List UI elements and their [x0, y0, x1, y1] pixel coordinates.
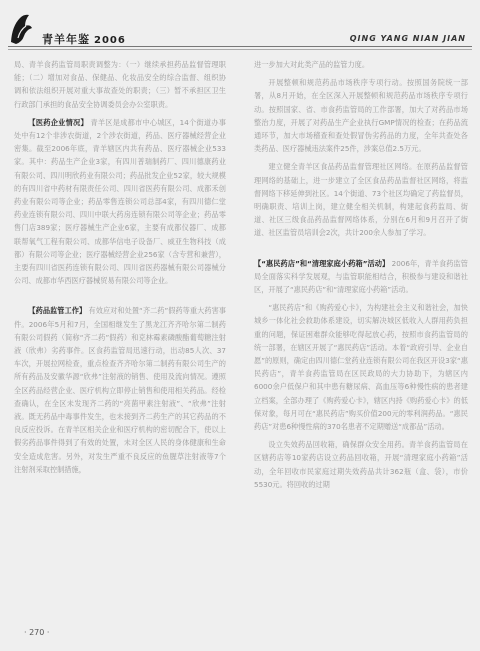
yearbook-title [42, 31, 126, 47]
paragraph-text: 开展整顿和规范药品市场秩序专项行动。按照国务院统一部署，从8月开始，在全区深入开展整顿和规范药品市场秩序专项行动。按照国家、省、市食药监管局的工作部署，加大了对药品市场整治力度，开展了对药品生产企业执行GMP情况的检查；在药品流通环节，加大市场稽查和查处假冒伪劣药品的力度，全年共查处各类药品、医疗器械违法案件25件，涉案总值2.5万元。 [254, 78, 468, 154]
paragraph [254, 160, 468, 239]
section-heading: 【“惠民药店”和“清理家庭小药箱”活动】 [254, 258, 390, 268]
section-heading: 【医药企业情况】 [28, 117, 88, 127]
paragraph [254, 257, 468, 297]
paragraph-text: 进一步加大对此类产品的监管力度。 [254, 60, 370, 69]
left-column [14, 58, 226, 481]
section-gap [254, 245, 468, 257]
paragraph-text: 青羊区是成都市中心城区，14个街道办事处中有12个非涉农街道，2个涉农街道，药品、医疗器械经营企业密集。截至2006年底，青羊辖区内共有药品、医疗器械企业533家。其中：药品生产企业3家，有四川普瑞制药厂、四川德康药业有限公司、四川明欣药业有限公司；药品批发企业52家，较大规模的有四川省中药材有限责任公司、四川省医药有限公司、成都禾创药业有限公司等企业；药品零售连锁公司总部4家，有四川德仁堂药业连锁有限公司、四川中联大药房连锁有限公司等企业；药品零售门店389家；医疗器械生产企业6家，主要有成都仪器厂、成都联帮氧气工程有限公司、成都华信电子设备厂、威亚生物科技（成都）有限公司等企业；医疗器械经营企业256家（含专营和兼营），主要有四川省医药连锁有限公司、四川省医药器械有限公司器械分公司、成都市华西医疗器械贸易有限公司等企业。 [14, 117, 226, 286]
header-rule-secondary [8, 49, 472, 50]
paragraph-text: 有效应对和处置“齐二药”假药等重大药害事件。2006年5月和7月，全国相继发生了黑龙江齐齐哈尔第二制药有限公司假药（简称“齐二药”假药）和克林霉素磷酸酯葡萄糖注射液（欣弗）劣药事件。区食药监管局迅速行动，出动85人次、37车次，开展拉网检查，重点检查齐齐哈尔第二制药有限公司生产的所有药品及安徽华源“欣弗”注射液的销售、使用及流向情况。遵照全区药品经营企业、医疗机构立即停止销售和使用相关药品。经检查确认，在全区未发现齐二药的“亮菌甲素注射液”、“欣弗”注射液。既无药品中毒事件发生，也未接到齐二药生产的其它药品的不良反应投诉。在青羊区相关企业和医疗机构的密切配合下，使以上假劣药品事件得到了有效的处置，未对全区人民的身体健康和生命安全造成危害。另外，对发生严重不良反应的鱼腥草注射液等7个注射剂采取控制措施， [14, 306, 226, 474]
paragraph [254, 438, 468, 491]
paragraph [254, 76, 468, 155]
header-rule [8, 46, 472, 47]
paragraph [14, 304, 226, 476]
paragraph [14, 116, 226, 288]
paragraph-text: 2006年，青羊食药监管局全面落实科学发展观，与监管职能相结合，积极参与建设和谐社区，开展了“惠民药店”和“清理家庭小药箱”活动。 [254, 258, 468, 295]
running-header [0, 0, 480, 50]
page-number: · 270 · [24, 628, 50, 637]
right-column [254, 58, 468, 496]
paragraph [254, 58, 468, 71]
section-heading: 【药品监管工作】 [28, 306, 87, 316]
paragraph [254, 301, 468, 433]
yearbook-year: 2006 [94, 35, 126, 46]
yearbook-title-text: 青羊年鉴 [42, 33, 90, 46]
yearbook-english-title: QING YANG NIAN JIAN [349, 34, 466, 43]
yearbook-logo-icon [8, 12, 34, 46]
paragraph [14, 58, 226, 111]
section-gap [14, 292, 226, 304]
paragraph-text: 设立失效药品回收箱，确保群众安全用药。青羊食药监管局在区辖药店等10家药店设立药品回收箱，开展“清理家庭小药箱”活动，全年回收市民家庭过期失效药品共计362瓶（盒、袋），市价5530元。将回收的过期 [254, 440, 468, 489]
paragraph-text: “惠民药店”和《购药爱心卡》，为构建社会主义和谐社会，加快城乡一体化社会救助体系建设，切实解决城区低收入人群用药负担重的问题，保证困难群众能够吃得起放心药，按照市食药监管局的统一部署，在辖区开展了“惠民药店”活动。本着“政府引导、企业自愿”的原则，确定由四川德仁堂药业连锁有限公司在我区开设3家“惠民药店”，青羊食药监管局在区民政局的大力协助下，为辖区内6000余户低保户和其中患有糖尿病、高血压等6种慢性病的患者建立档案，全部办理了《购药爱心卡》，辖区内持《购药爱心卡》的低保对象，每月可在“惠民药店”购买价值200元的零利润药品。“惠民药店”对患6种慢性病的370名患者不定期赠送“成都品”活动。 [254, 303, 468, 432]
paragraph-text: 局、青羊食药监管局职责调整为：（一）继续承担药品监督管理职能；（二）增加对食品、保健品、化妆品安全的综合监督、组织协调和依法组织开展对重大事故查处的职责；（三）暂不承担区卫生行政部门承担的食品安全协调委员会办公室职责。 [14, 60, 226, 109]
paragraph-text: 建立健全青羊区食品药品监督管理社区网络。在原药品监督管理网络的基础上，进一步建立了全区食品药品监督社区网络，将监督网络下移延伸到社区。14个街道、73个社区均确定了药监督员，明确职责、培训上岗，建立健全相关机制，构建起食药监局、街道、社区三级食品药品监督网络体系，分别在6月和9月召开了街道、社区监管员培训会2次，共计200余人参加了学习。 [254, 162, 468, 238]
